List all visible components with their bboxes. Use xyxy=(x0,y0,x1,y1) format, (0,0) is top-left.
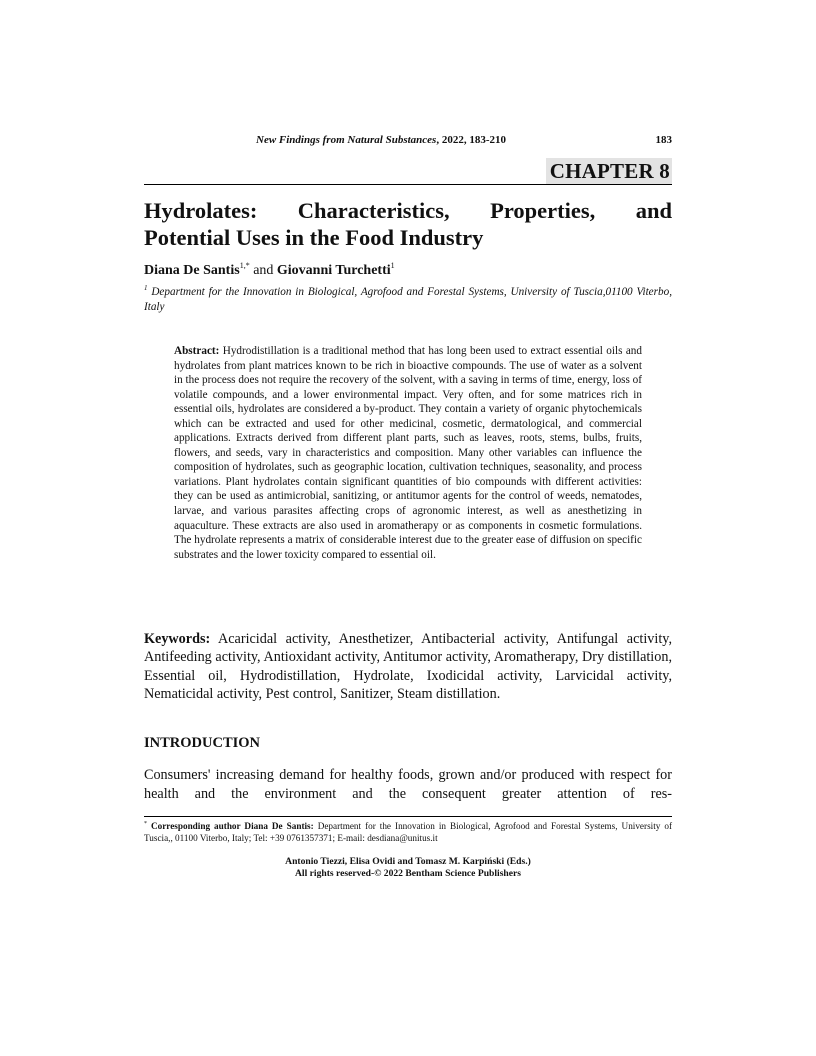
affiliation-mark: 1 xyxy=(144,284,148,292)
author-affiliation-mark: 1,* xyxy=(239,261,250,270)
publisher-block xyxy=(144,856,672,880)
keywords-label: Keywords: xyxy=(144,631,211,647)
author-connector: and xyxy=(249,263,277,278)
chapter-banner xyxy=(144,158,672,185)
article-title xyxy=(144,197,672,251)
keywords xyxy=(144,630,672,704)
author-name: Diana De Santis xyxy=(144,263,240,278)
section-heading-introduction: INTRODUCTION xyxy=(144,735,261,751)
chapter-label: CHAPTER 8 xyxy=(546,158,672,184)
author-name: Giovanni Turchetti xyxy=(276,263,391,278)
footnote-divider xyxy=(144,816,672,817)
footnote-text: Department for the Innovation in Biological, Agrofood and Forestal Systems, University of Tuscia,, 01100 Viterbo, Italy; Tel: +39 0761357371; E-mail: desdiana@unitus.it xyxy=(144,821,673,843)
footnote-mark: * xyxy=(144,821,147,827)
title-line-2: Potential Uses in the Food Industry xyxy=(144,225,484,250)
journal-citation xyxy=(256,134,506,146)
author-affiliation-mark: 1 xyxy=(390,261,395,270)
keywords-text: Acaricidal activity, Anesthetizer, Antibacterial activity, Antifungal activity, Antifeeding activity, Antioxidant activity, Antitumor activity, Aromatherapy, Dry distillation, Essential oil, Hydrodistillation, Hydrolate, Ixodicidal activity, Larvicidal activity, Nematicidal activity, Pest control, Sanitizer, Steam distillation. xyxy=(144,631,672,703)
paper-page xyxy=(144,0,672,1056)
rights-line: All rights reserved-© 2022 Bentham Science Publishers xyxy=(294,868,522,879)
footnote-label: Corresponding author Diana De Santis: xyxy=(147,821,314,831)
page-number: 183 xyxy=(655,134,672,146)
abstract xyxy=(174,344,642,562)
abstract-text: Hydrodistillation is a traditional method that has long been used to extract essential oils and hydrolates from plant matrices known to be rich in bioactive compounds. The use of water as a solvent in the process does not require the recovery of the solvent, with a saving in terms of time, energy, loss of volatile compounds, and a lower environmental impact. Very often, and for some matrices rich in essential oils, hydrolates are considered a by-product. They contain a variety of organic phytochemicals which can be extracted and used for other medicinal, cosmetic, dermatological, and commercial applications. Extracts derived from different plant parts, such as leaves, roots, stems, bulbs, fruits, flowers, and seeds, vary in characteristics and composition. Many other variables can influence the composition of hydrolates, such as geographic location, cultivation techniques, seasonality, and process variations. Plant hydrolates contain significant quantities of bio compounds with different activities: they can be used as antimicrobial, sanitizing, or antitumor agents for the control of weeds, nematodes, larvae, and various parasites affecting crops of agronomic interest, as well as anesthetizing in aquaculture. These extracts are also used in aromatherapy or as components in cosmetic formulations. The hydrolate represents a matrix of considerable interest due to the greater ease of diffusion on specific substrates and the lower toxicity compared to essential oil. xyxy=(174,345,642,561)
introduction-paragraph: Consumers' increasing demand for healthy foods, grown and/or produced with respect for health and the environment and the consequent greater attention of res- xyxy=(144,767,672,802)
title-line-1: Hydrolates: Characteristics, Properties, and xyxy=(144,198,672,223)
author-list xyxy=(144,262,672,280)
corresponding-author-footnote xyxy=(144,820,672,844)
editors-line: Antonio Tiezzi, Elisa Ovidi and Tomasz M. Karpiński (Eds.) xyxy=(285,856,531,867)
journal-details: , 2022, 183-210 xyxy=(436,134,506,146)
journal-name: New Findings from Natural Substances xyxy=(256,134,437,146)
running-header xyxy=(144,134,672,150)
affiliation-text: Department for the Innovation in Biological, Agrofood and Forestal Systems, University of Tuscia,01100 Viterbo, Italy xyxy=(144,286,672,313)
abstract-label: Abstract: xyxy=(174,345,220,357)
affiliation xyxy=(144,285,672,315)
